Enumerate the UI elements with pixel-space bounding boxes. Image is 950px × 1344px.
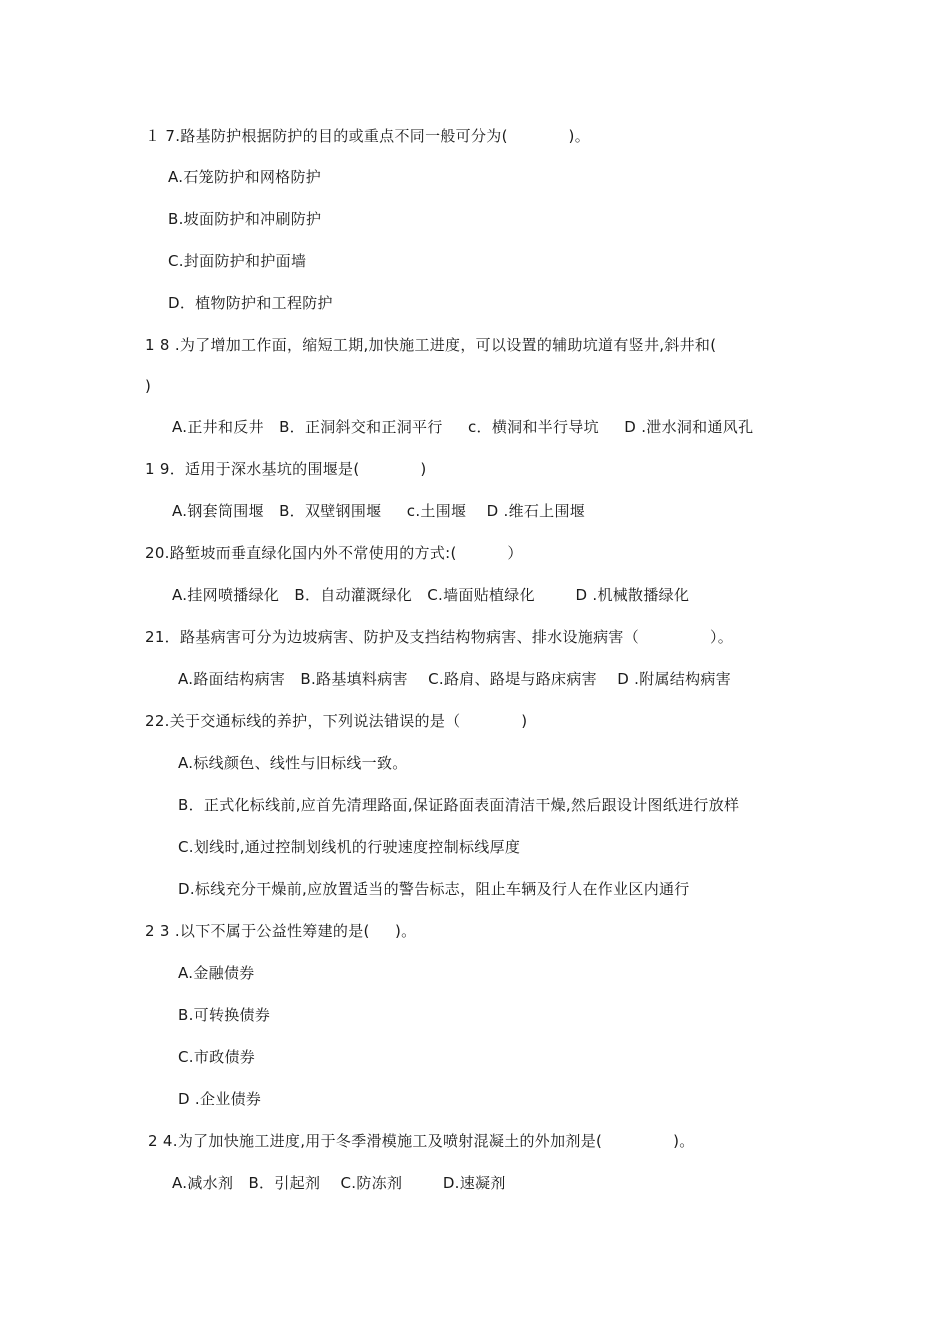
- question-22-option-b: B．正式化标线前,应首先清理路面,保证路面表面清洁干燥,然后跟设计图纸进行放样: [178, 796, 740, 814]
- question-21-stem: 21．路基病害可分为边坡病害、防护及支挡结构物病害、排水设施病害（ ）。: [145, 628, 734, 646]
- question-23-stem: 2 3 .以下不属于公益性筹建的是( )。: [145, 922, 417, 940]
- question-17-stem: １ 7.路基防护根据防护的目的或重点不同一般可分为( )。: [145, 127, 591, 145]
- question-17-option-d: D．植物防护和工程防护: [168, 294, 333, 312]
- question-17-option-c: C.封面防护和护面墙: [168, 252, 307, 270]
- question-19-stem: 1 9．适用于深水基坑的围堰是( ): [145, 460, 427, 478]
- question-18-stem: 1 8 .为了增加工作面，缩短工期,加快施工进度，可以设置的辅助坑道有竖井,斜井和(: [145, 336, 717, 354]
- question-20-options: A.挂网喷播绿化 B．自动灌溉绿化 C.墙面贴植绿化 D .机械散播绿化: [172, 586, 690, 604]
- question-22-option-d: D.标线充分干燥前,应放置适当的警告标志，阻止车辆及行人在作业区内通行: [178, 880, 690, 898]
- question-22-option-a: A.标线颜色、线性与旧标线一致。: [178, 754, 408, 772]
- question-23-option-b: B.可转换债券: [178, 1006, 271, 1024]
- question-21-options: A.路面结构病害 B.路基填料病害 C.路肩、路堤与路床病害 D .附属结构病害: [178, 670, 732, 688]
- question-22-stem: 22.关于交通标线的养护，下列说法错误的是（ ): [145, 712, 528, 730]
- question-22-option-c: C.划线时,通过控制划线机的行驶速度控制标线厚度: [178, 838, 521, 856]
- question-18-options: A.正井和反井 B．正洞斜交和正洞平行 c．横洞和半行导坑 D .泄水洞和通风孔: [172, 418, 754, 436]
- question-19-options: A.钢套筒围堰 B．双壁钢围堰 c.土围堰 D .维石上围堰: [172, 502, 586, 520]
- question-17-option-b: B.坡面防护和冲刷防护: [168, 210, 322, 228]
- question-20-stem: 20.路堑坡而垂直绿化国内外不常使用的方式:( ）: [145, 544, 523, 562]
- question-17-option-a: A.石笼防护和网格防护: [168, 168, 322, 186]
- question-23-option-c: C.市政债券: [178, 1048, 256, 1066]
- question-18-stem-continued: ): [145, 377, 152, 395]
- question-24-options: A.减水剂 B．引起剂 C.防冻剂 D.速凝剂: [172, 1174, 506, 1192]
- question-24-stem: 2 4.为了加快施工进度,用于冬季滑模施工及喷射混凝土的外加剂是( )。: [148, 1132, 695, 1150]
- question-23-option-d: D .企业债券: [178, 1090, 262, 1108]
- question-23-option-a: A.金融债券: [178, 964, 255, 982]
